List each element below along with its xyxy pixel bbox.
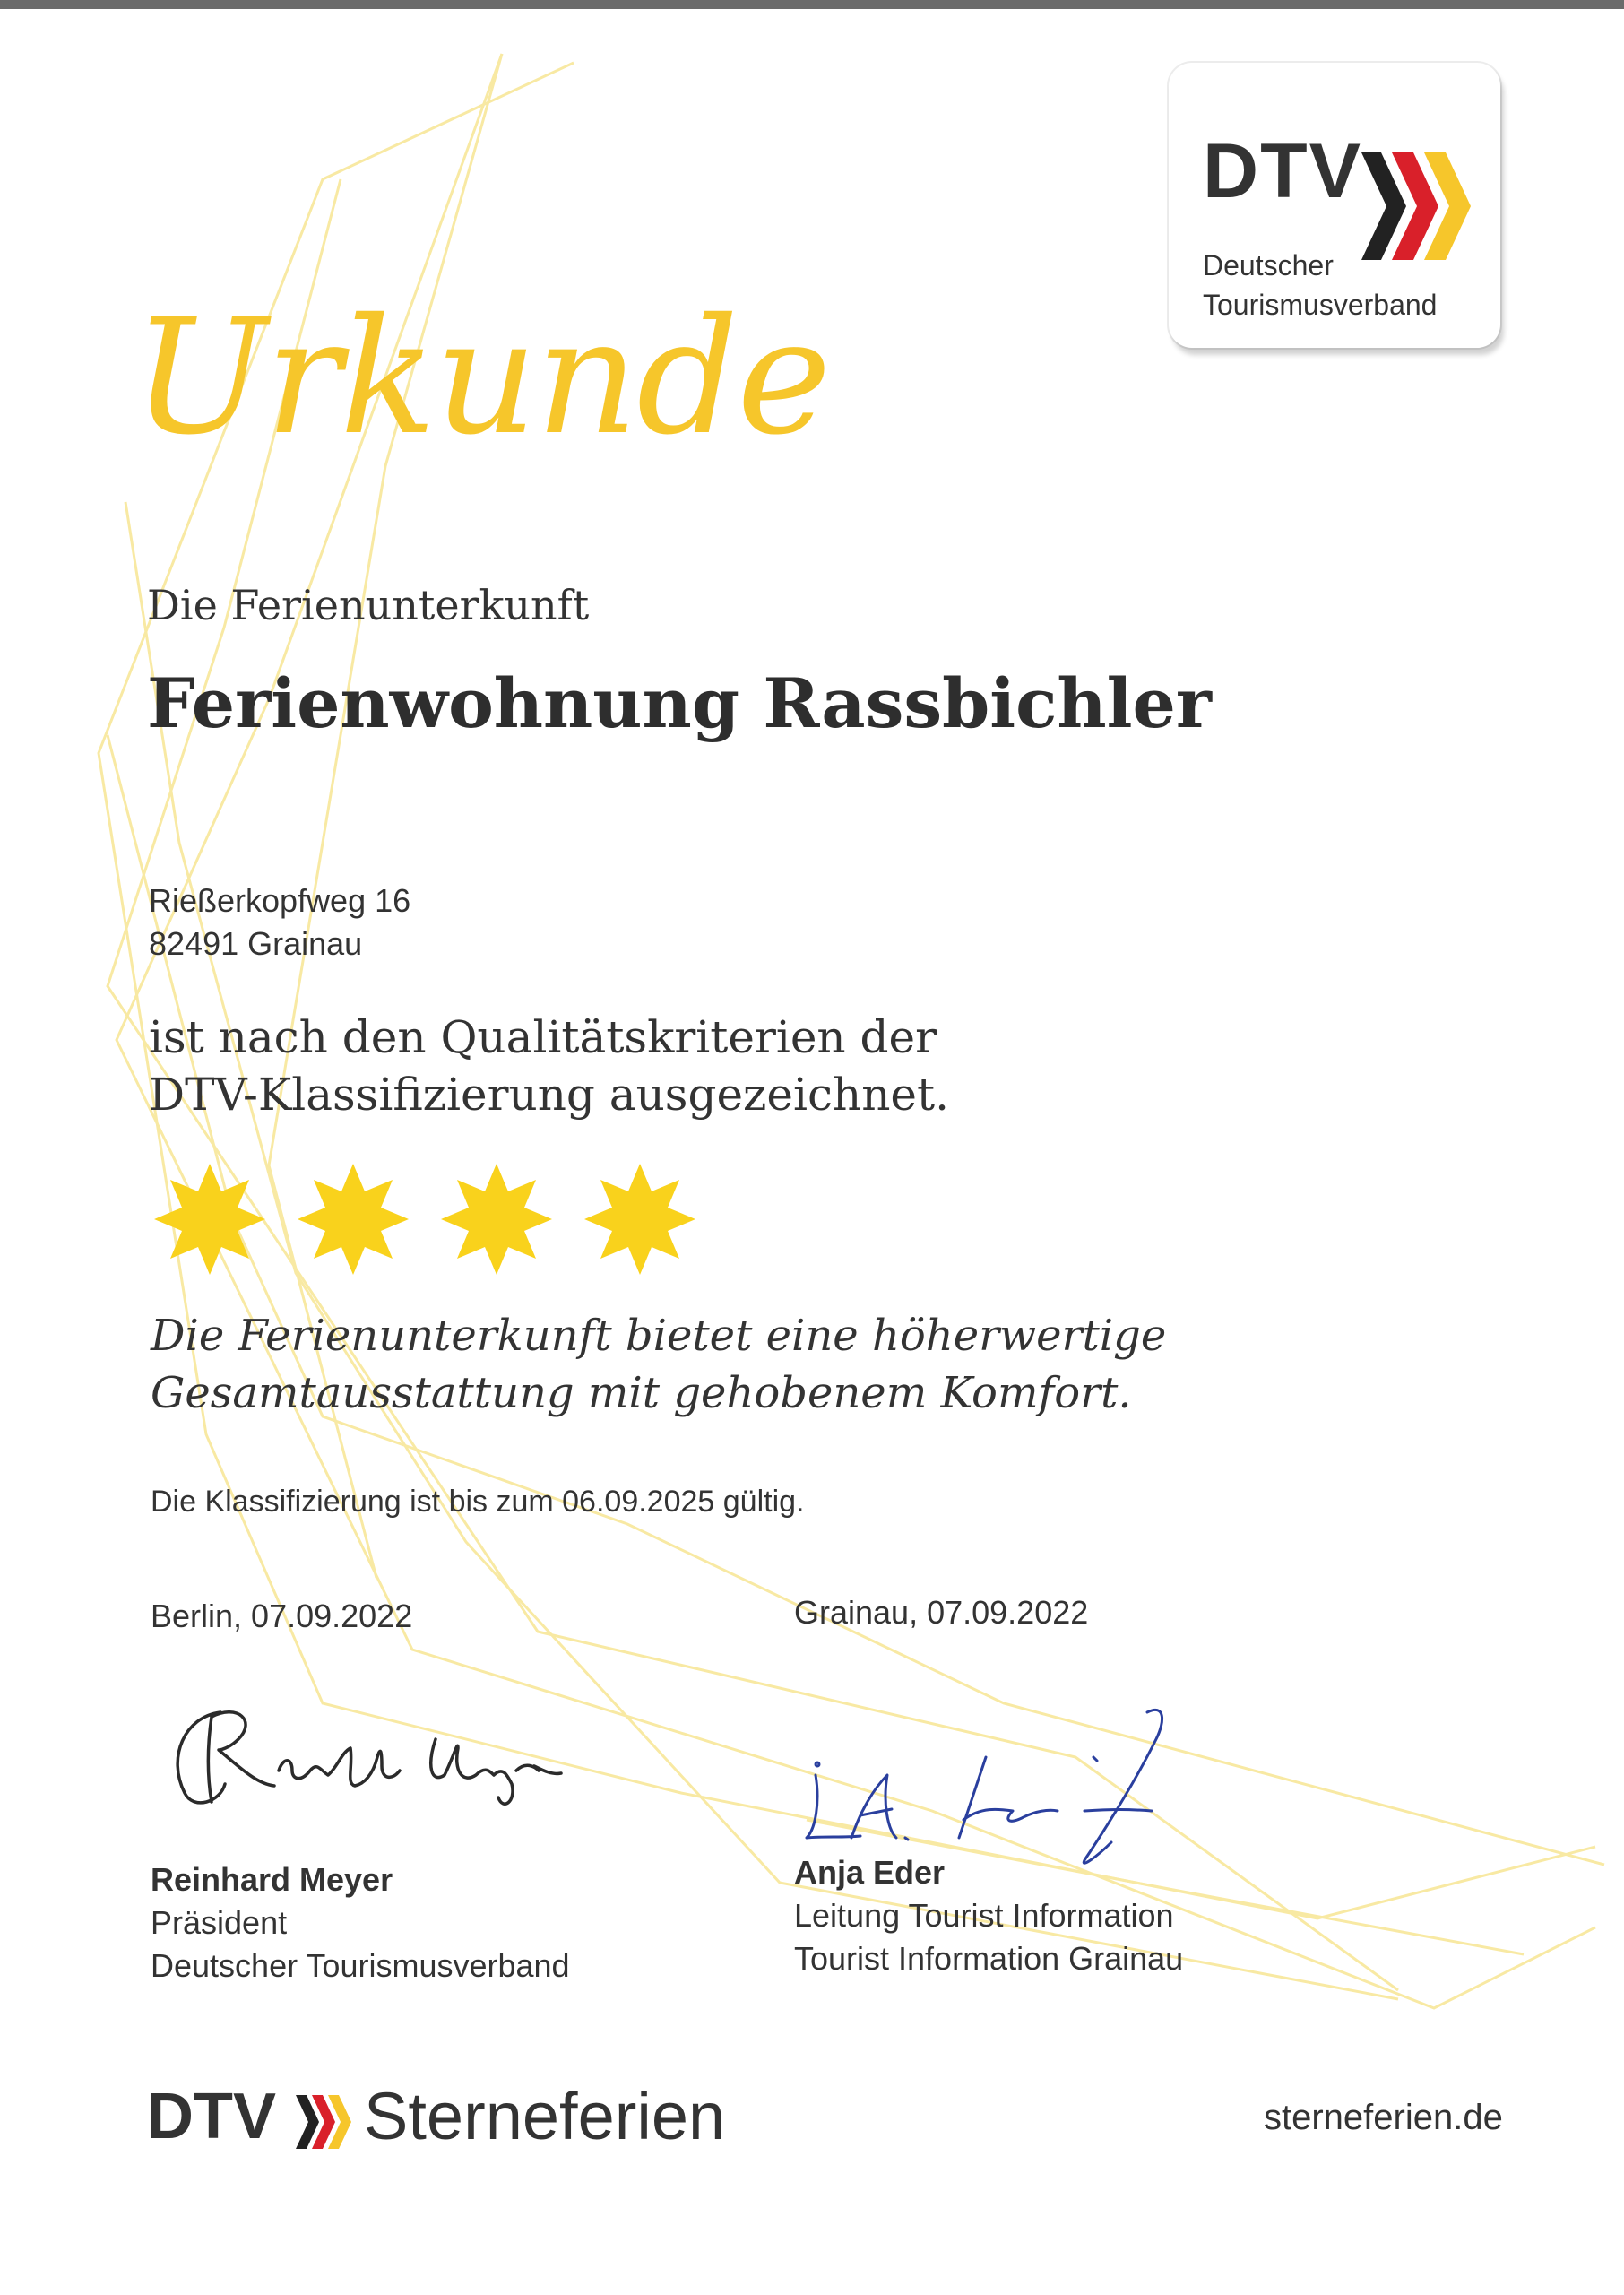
star-icon (298, 1164, 409, 1275)
description-line-1: Die Ferienunterkunft bietet eine höherwertige (151, 1311, 1167, 1361)
left-handwritten-signature (158, 1685, 606, 1820)
left-signatory-name: Reinhard Meyer (151, 1861, 393, 1898)
left-place-date: Berlin, 07.09.2022 (151, 1598, 413, 1634)
right-signatory-role: Leitung Tourist Information (794, 1897, 1174, 1934)
right-signatory-name: Anja Eder (794, 1854, 946, 1891)
chevron-flag-icon (1361, 143, 1478, 269)
chevron-flag-icon (296, 2091, 358, 2153)
address-city: 82491 Grainau (149, 925, 363, 962)
certificate-title: Urkunde (133, 284, 830, 470)
right-place-date: Grainau, 07.09.2022 (794, 1594, 1089, 1631)
footer-website: sterneferien.de (1264, 2098, 1503, 2137)
statement-line-1: ist nach den Qualitätskriterien der (149, 1011, 937, 1063)
statement-line-2: DTV-Klassifizierung ausgezeichnet. (149, 1069, 949, 1121)
star-rating (151, 1156, 724, 1291)
footer-brand-abbr: DTV (147, 2081, 276, 2152)
left-signatory-organization: Deutscher Tourismusverband (151, 1947, 570, 1984)
left-signatory-role: Präsident (151, 1904, 288, 1941)
logo-line-2: Tourismusverband (1203, 289, 1438, 321)
address-street: Rießerkopfweg 16 (149, 882, 411, 919)
top-border (0, 0, 1624, 9)
star-icon (154, 1164, 265, 1275)
star-icon (584, 1164, 695, 1275)
validity-text: Die Klassifizierung ist bis zum 06.09.2025 gültig. (151, 1485, 805, 1519)
intro-text: Die Ferienunterkunft (147, 581, 590, 629)
footer-brand-name: Sterneferien (364, 2079, 726, 2153)
right-signatory-organization: Tourist Information Grainau (794, 1940, 1184, 1977)
star-icon (441, 1164, 552, 1275)
logo-line-1: Deutscher (1203, 249, 1334, 281)
dtv-logo-card (1169, 63, 1500, 348)
logo-abbreviation: DTV (1203, 128, 1362, 214)
description-line-2: Gesamtausstattung mit gehobenem Komfort. (151, 1368, 1132, 1418)
property-name: Ferienwohnung Rassbichler (147, 663, 1212, 743)
